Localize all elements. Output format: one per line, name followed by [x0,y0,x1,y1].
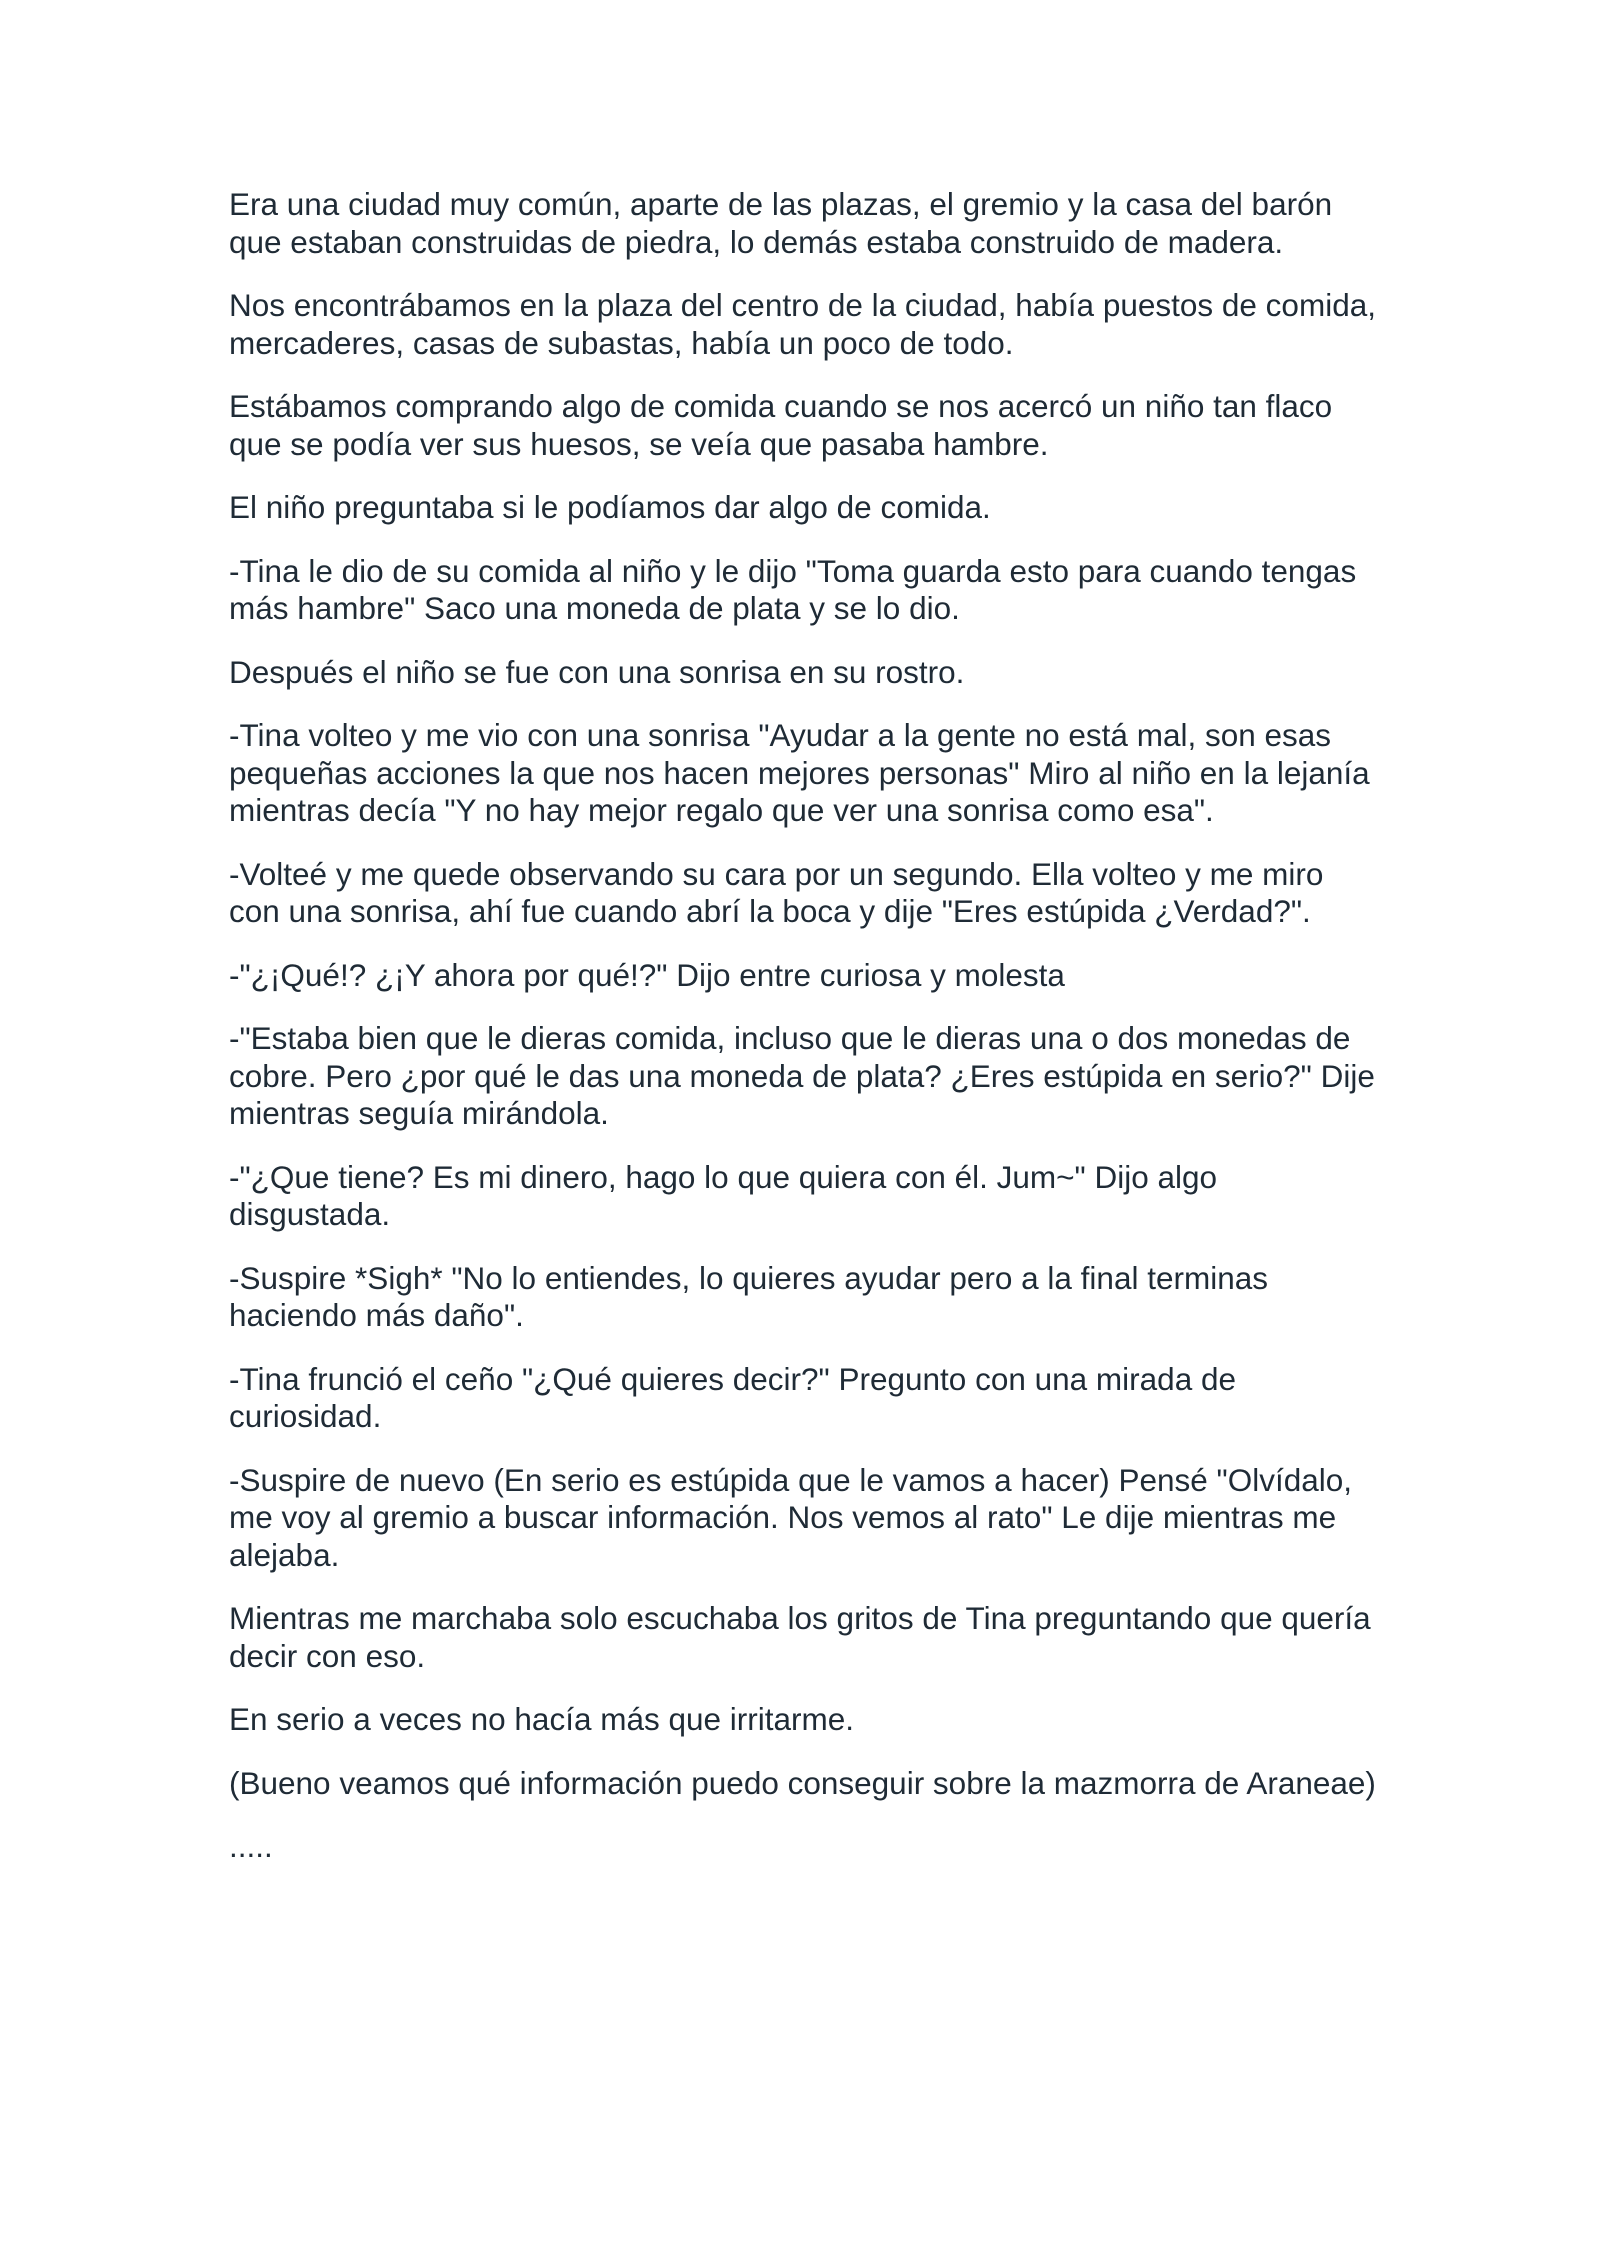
paragraph: -Tina frunció el ceño "¿Qué quieres decir?" Pregunto con una mirada de curiosidad. [229,1360,1237,1434]
paragraph: -"Estaba bien que le dieras comida, incluso que le dieras una o dos monedas de cobre. Pero ¿por qué le das una moneda de plata? ¿Eres estúpida en serio?" Dije mientras seguía mirándola. [229,1020,1375,1131]
paragraph: -"¿Que tiene? Es mi dinero, hago lo que quiera con él. Jum~" Dijo algo disgustada. [229,1158,1218,1232]
paragraph: Mientras me marchaba solo escuchaba los gritos de Tina preguntando que quería decir con eso. [229,1600,1371,1674]
paragraph: (Bueno veamos qué información puedo conseguir sobre la mazmorra de Araneae) [229,1764,1376,1801]
paragraph: -Suspire *Sigh* "No lo entiendes, lo quieres ayudar pero a la final terminas haciendo más daño". [229,1259,1269,1333]
document-body [229,186,1379,1892]
paragraph: En serio a veces no hacía más que irritarme. [229,1701,855,1737]
paragraph: -"¿¡Qué!? ¿¡Y ahora por qué!?" Dijo entre curiosa y molesta [229,956,1065,993]
paragraph: -Tina le dio de su comida al niño y le dijo "Toma guarda esto para cuando tengas más hambre" Saco una moneda de plata y se lo dio. [229,552,1357,626]
paragraph: Nos encontrábamos en la plaza del centro de la ciudad, había puestos de comida, mercaderes, casas de subastas, había un poco de todo. [229,287,1376,361]
paragraph: -Volteé y me quede observando su cara por un segundo. Ella volteo y me miro con una sonrisa, ahí fue cuando abrí la boca y dije "Eres estúpida ¿Verdad?". [229,855,1324,929]
paragraph: Después el niño se fue con una sonrisa en su rostro. [229,653,965,690]
paragraph: El niño preguntaba si le podíamos dar algo de comida. [229,489,991,525]
paragraph: -Tina volteo y me vio con una sonrisa "Ayudar a la gente no está mal, son esas pequeñas acciones la que nos hacen mejores personas" Miro al niño en la lejanía mientras decía "Y no hay mejor regalo que ver una sonrisa como esa". [229,717,1370,828]
paragraph: Estábamos comprando algo de comida cuando se nos acercó un niño tan flaco que se podía ver sus huesos, se veía que pasaba hambre. [229,388,1333,462]
paragraph: Era una ciudad muy común, aparte de las plazas, el gremio y la casa del barón que estaban construidas de piedra, lo demás estaba construido de madera. [229,186,1333,260]
paragraph: -Suspire de nuevo (En serio es estúpida que le vamos a hacer) Pensé "Olvídalo, me voy al gremio a buscar información. Nos vemos al rato" Le dije mientras me alejaba. [229,1461,1353,1573]
ellipsis-marker: ..... [229,1828,273,1864]
